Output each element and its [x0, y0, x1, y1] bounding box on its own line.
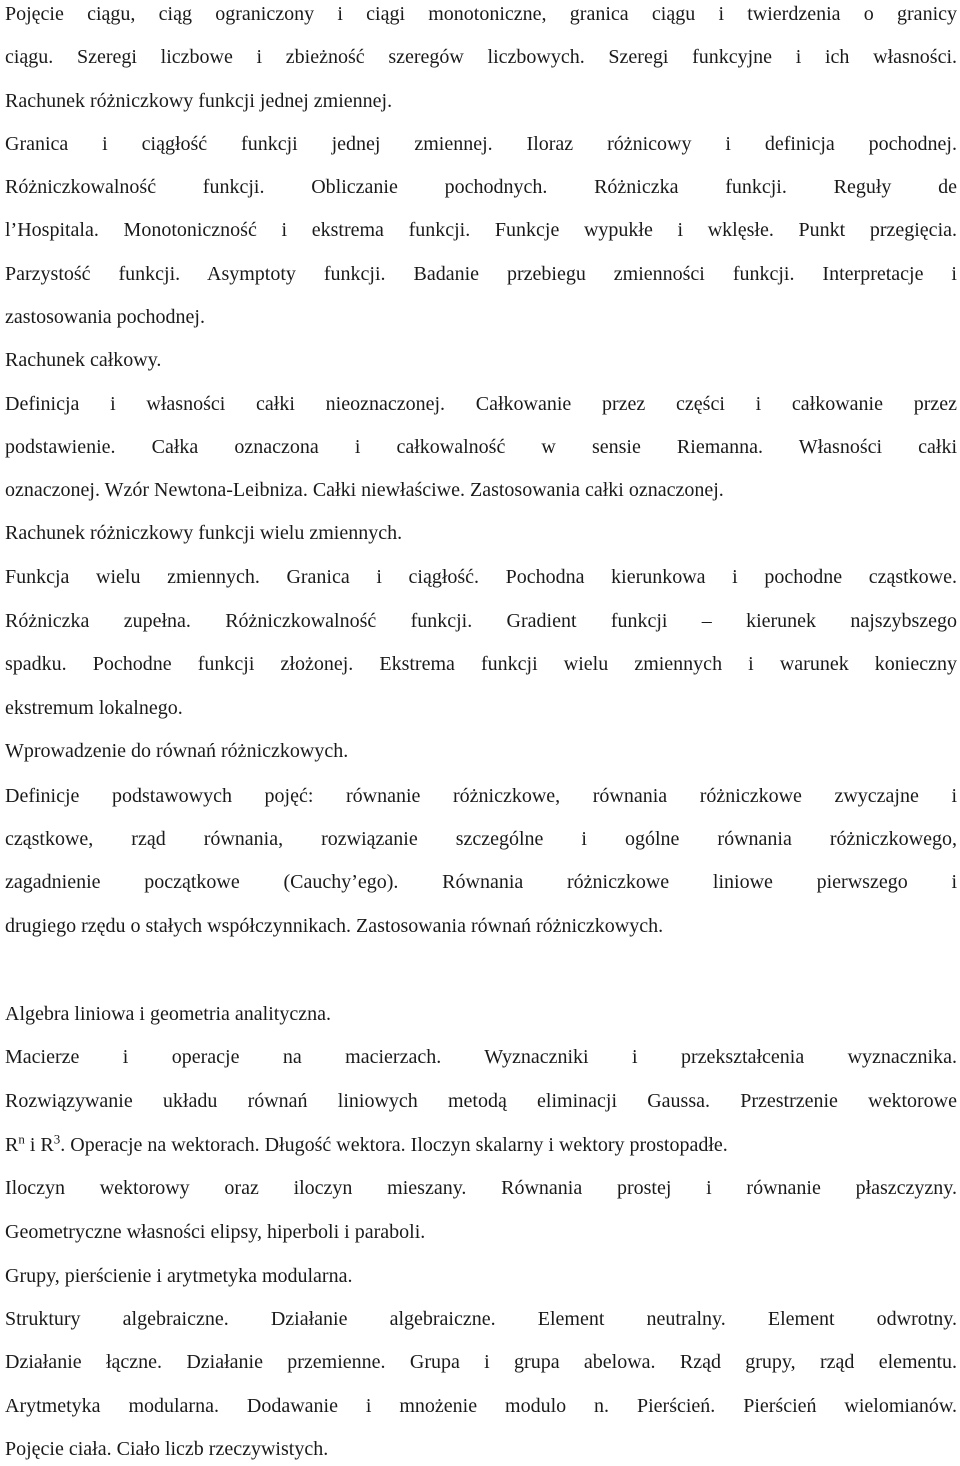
- text-line: Definicje podstawowych pojęć: równanie różniczkowe, równania różniczkowe zwyczajne i: [5, 785, 957, 807]
- text-line: Macierze i operacje na macierzach. Wyznaczniki i przekształcenia wyznacznika.: [5, 1046, 957, 1068]
- text-line: Iloczyn wektorowy oraz iloczyn mieszany. Równania prostej i równanie płaszczyzny.: [5, 1177, 957, 1199]
- superscript-3: 3: [53, 1131, 61, 1147]
- text-line: Różniczka zupełna. Różniczkowalność funkcji. Gradient funkcji – kierunek najszybszego: [5, 610, 957, 632]
- text-line: Funkcja wielu zmiennych. Granica i ciągłość. Pochodna kierunkowa i pochodne cząstkowe.: [5, 566, 957, 588]
- text-line: zagadnienie początkowe (Cauchy’ego). Równania różniczkowe liniowe pierwszego i: [5, 871, 957, 893]
- section-heading: Grupy, pierścienie i arytmetyka modularna.: [5, 1265, 353, 1287]
- vector-space-r: R: [5, 1134, 19, 1156]
- text-line: cząstkowe, rząd równania, rozwiązanie szczególne i ogólne równania różniczkowego,: [5, 828, 957, 850]
- text-line: podstawienie. Całka oznaczona i całkowalność w sensie Riemanna. Własności całki: [5, 436, 957, 458]
- text-line: Granica i ciągłość funkcji jednej zmiennej. Iloraz różnicowy i definicja pochodnej.: [5, 133, 957, 155]
- section-heading: Rachunek różniczkowy funkcji wielu zmiennych.: [5, 522, 403, 544]
- text-line: Rozwiązywanie układu równań liniowych metodą eliminacji Gaussa. Przestrzenie wektorowe: [5, 1090, 957, 1112]
- text-line: drugiego rzędu o stałych współczynnikach. Zastosowania równań różniczkowych.: [5, 915, 664, 937]
- vector-space-r: R: [40, 1134, 54, 1156]
- section-heading: Rachunek całkowy.: [5, 349, 162, 371]
- text-line: l’Hospitala. Monotoniczność i ekstrema funkcji. Funkcje wypukłe i wklęsłe. Punkt przegięcia.: [5, 219, 957, 241]
- vector-line-rest: . Operacje na wektorach. Długość wektora. Iloczyn skalarny i wektory prostopadłe.: [60, 1134, 728, 1156]
- text-line: Arytmetyka modularna. Dodawanie i mnożenie modulo n. Pierścień. Pierścień wielomianów.: [5, 1395, 957, 1417]
- text-line: oznaczonej. Wzór Newtona-Leibniza. Całki niewłaściwe. Zastosowania całki oznaczonej.: [5, 479, 724, 501]
- text-line: Działanie łączne. Działanie przemienne. Grupa i grupa abelowa. Rząd grupy, rząd elementu.: [5, 1351, 957, 1373]
- text-line: Struktury algebraiczne. Działanie algebraiczne. Element neutralny. Element odwrotny.: [5, 1308, 957, 1330]
- conjunction: i: [24, 1134, 41, 1156]
- text-line: Definicja i własności całki nieoznaczonej. Całkowanie przez części i całkowanie przez: [5, 393, 957, 415]
- text-line: Pojęcie ciągu, ciąg ograniczony i ciągi monotoniczne, granica ciągu i twierdzenia o granicy: [5, 3, 957, 25]
- text-line: Różniczkowalność funkcji. Obliczanie pochodnych. Różniczka funkcji. Reguły de: [5, 176, 957, 198]
- text-line-vectors: [5, 1133, 960, 1157]
- section-heading: Rachunek różniczkowy funkcji jednej zmiennej.: [5, 90, 393, 112]
- section-heading: Algebra liniowa i geometria analityczna.: [5, 1003, 331, 1025]
- section-heading: Wprowadzenie do równań różniczkowych.: [5, 740, 349, 762]
- text-line: ciągu. Szeregi liczbowe i zbieżność szeregów liczbowych. Szeregi funkcyjne i ich własności.: [5, 46, 957, 68]
- superscript-n: n: [18, 1131, 25, 1147]
- text-line: zastosowania pochodnej.: [5, 306, 205, 328]
- text-line: spadku. Pochodne funkcji złożonej. Ekstrema funkcji wielu zmiennych i warunek konieczny: [5, 653, 957, 675]
- text-line: Geometryczne własności elipsy, hiperboli i paraboli.: [5, 1221, 426, 1243]
- text-line: ekstremum lokalnego.: [5, 697, 183, 719]
- text-line: Parzystość funkcji. Asymptoty funkcji. Badanie przebiegu zmienności funkcji. Interpretacje i: [5, 263, 957, 285]
- text-line: Pojęcie ciała. Ciało liczb rzeczywistych.: [5, 1438, 329, 1460]
